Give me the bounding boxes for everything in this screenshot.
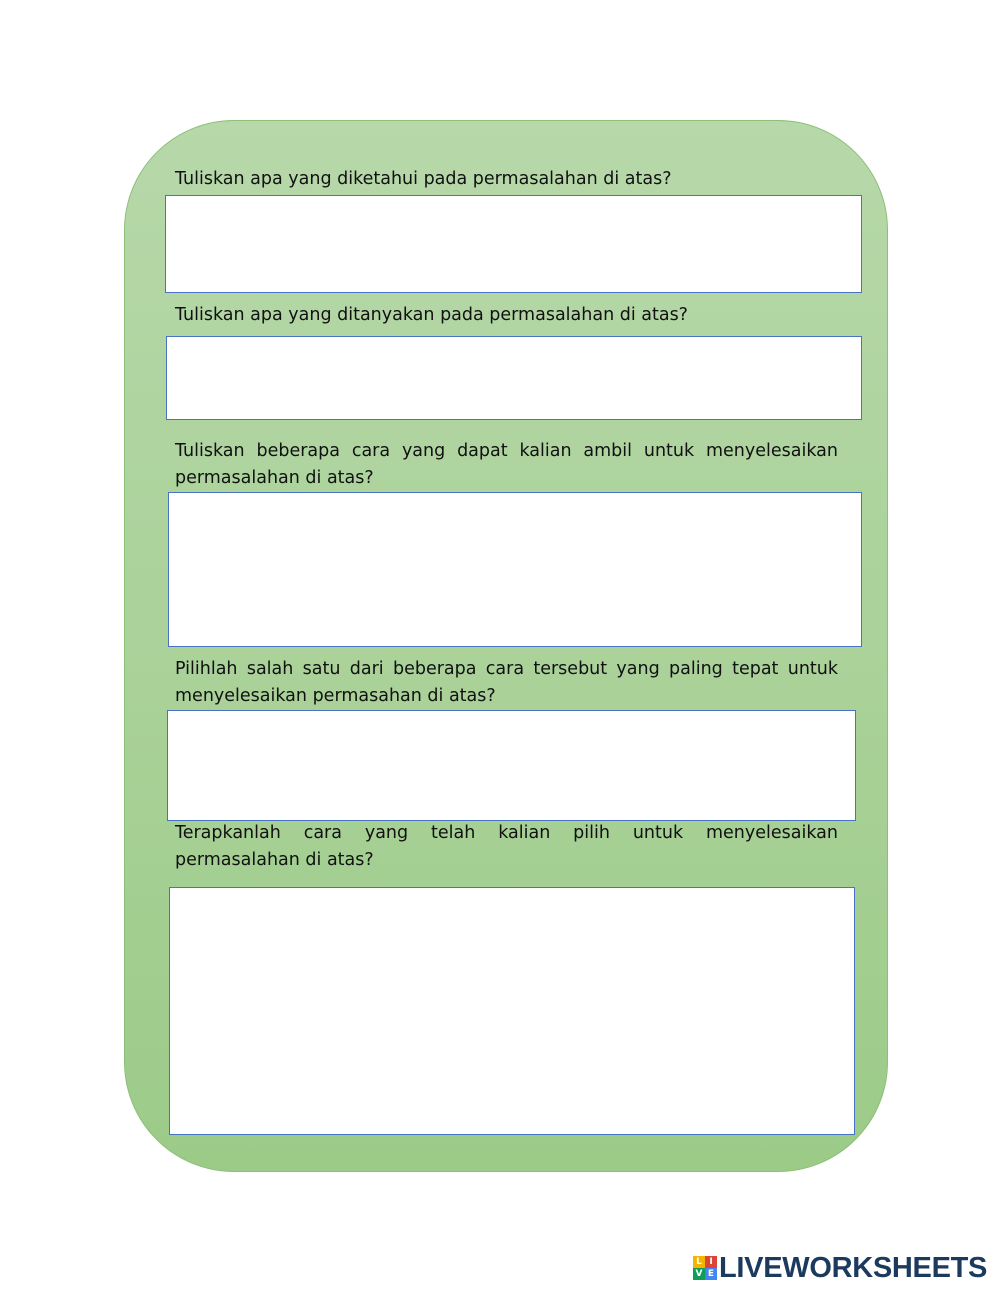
- answer-box-apply[interactable]: [169, 887, 855, 1135]
- answer-box-best-way[interactable]: [167, 710, 856, 821]
- question-best-way: Pilihlah salah satu dari beberapa cara tersebut yang paling tepat untuk menyelesaikan permasahan di atas?: [175, 659, 838, 706]
- logo-letter-i: I: [705, 1256, 717, 1268]
- question-known: Tuliskan apa yang diketahui pada permasalahan di atas?: [175, 169, 672, 189]
- answer-box-asked[interactable]: [166, 336, 862, 420]
- liveworksheets-logo-icon: [693, 1256, 717, 1280]
- logo-letter-e: E: [705, 1268, 717, 1280]
- answer-box-ways[interactable]: [168, 492, 862, 647]
- question-apply: Terapkanlah cara yang telah kalian pilih untuk menyelesaikan permasalahan di atas?: [175, 823, 838, 870]
- logo-letter-v: V: [693, 1268, 705, 1280]
- answer-box-known[interactable]: [165, 195, 862, 293]
- question-asked: Tuliskan apa yang ditanyakan pada permasalahan di atas?: [175, 305, 688, 325]
- liveworksheets-brand: [693, 1253, 987, 1283]
- logo-letter-l: L: [693, 1256, 705, 1268]
- brand-name: LIVEWORKSHEETS: [719, 1252, 988, 1284]
- question-ways: Tuliskan beberapa cara yang dapat kalian ambil untuk menyelesaikan permasalahan di atas?: [175, 441, 838, 488]
